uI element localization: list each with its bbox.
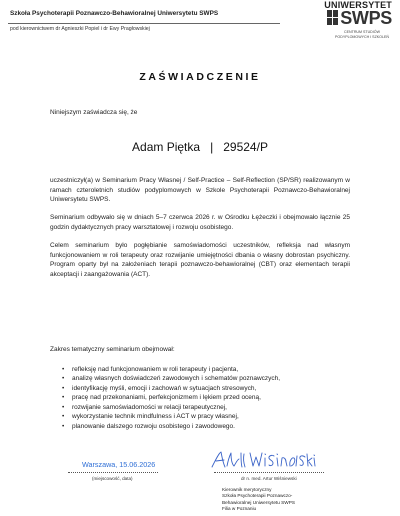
paragraph-seminar-goal: Celem seminarium było pogłębianie samoświadomości uczestników, refleksja nad własnym funkcjonowaniem w roli terapeuty oraz rozwijanie umiejętności dbania o własny dobrostan psychiczny. Program oparty był na założeniach terapii poznawczo-behawioralnej (CBT) oraz elementach terapii akceptacji i zaangażowania (ACT).	[50, 242, 350, 278]
signer-position-line: Kierownik merytoryczny	[222, 487, 272, 492]
list-item: • analizę własnych doświadczeń zawodowych i schematów poznawczych,	[62, 374, 280, 383]
paragraph-seminar-dates: Seminarium odbywało się w dniach 5–7 czerwca 2026 r. w Ośrodku Łężeczki i obejmowało łącznie 25 godzin dydaktycznych pracy warsztatowej i rozwoju osobistego.	[50, 214, 350, 231]
list-item: • identyfikację myśli, emocji i zachowań w sytuacjach stresowych,	[62, 384, 280, 393]
list-item: • wykorzystanie technik mindfulness i ACT w pracy własnej,	[62, 412, 280, 421]
recipient-number: 29524/P	[223, 140, 268, 154]
recipient-separator: |	[210, 140, 214, 154]
place-date: Warszawa, 15.06.2026	[82, 460, 156, 469]
logo-university-label: UNIWERSYTET	[324, 0, 392, 10]
logo-caption-line-1: CENTRUM STUDIÓW	[344, 30, 380, 34]
signer-position-line: Behawioralnej Uniwersytetu SWPS	[222, 499, 295, 505]
list-item: • pracę nad przekonaniami, perfekcjonizmem i lękiem przed oceną,	[62, 393, 280, 402]
signer-position-line: Filia w Poznaniu	[222, 505, 257, 511]
paragraph-scope-intro: Zakres tematyczny seminarium obejmował:	[50, 346, 175, 353]
list-item: • refleksję nad funkcjonowaniem w roli terapeuty i pacjenta,	[62, 365, 280, 374]
logo-text: SWPS	[340, 8, 392, 28]
intro-text: Niniejszym zaświadcza się, że	[50, 109, 138, 116]
school-supervision: pod kierownictwem dr Agnieszki Popiel i dr Ewy Pragłowskiej	[10, 26, 150, 32]
place-date-caption: (miejscowość, data)	[92, 476, 133, 481]
swps-logo	[327, 10, 392, 26]
signature-dotted-line	[214, 472, 324, 473]
logo-caption-line-2: PODYPLOMOWYCH I SZKOLEŃ	[335, 34, 389, 39]
signer-caption: dr n. med. Artur Wiśniewski	[241, 476, 297, 481]
list-item: • planowanie dalszego rozwoju osobistego i zawodowego.	[62, 422, 280, 431]
logo-squares-icon	[327, 10, 338, 26]
school-name: Szkoła Psychoterapii Poznawczo-Behawioralnej Uniwersytetu SWPS	[10, 10, 219, 17]
list-item: • rozwijanie samoświadomości w relacji terapeutycznej,	[62, 403, 280, 412]
recipient-line	[0, 140, 400, 154]
topics-list	[62, 365, 280, 431]
handwritten-signature	[208, 447, 328, 473]
header-rule	[8, 23, 280, 24]
place-date-dotted-line	[68, 472, 158, 473]
signer-position-line: Szkoła Psychoterapii Poznawczo-	[222, 493, 293, 499]
document-title: ZAŚWIADCZENIE	[139, 71, 261, 83]
recipient-name: Adam Piętka	[132, 140, 201, 154]
signer-position-block	[222, 487, 295, 512]
paragraph-participation: uczestniczył(a) w Seminarium Pracy Własnej / Self-Practice – Self-Reflection (SP/SR) realizowanym w ramach czteroletnich studiów podyplomowych w Szkole Psychoterapii Poznawczo-Behawioralnej Uniwersytetu SWPS.	[50, 177, 350, 204]
logo-caption	[332, 30, 392, 39]
